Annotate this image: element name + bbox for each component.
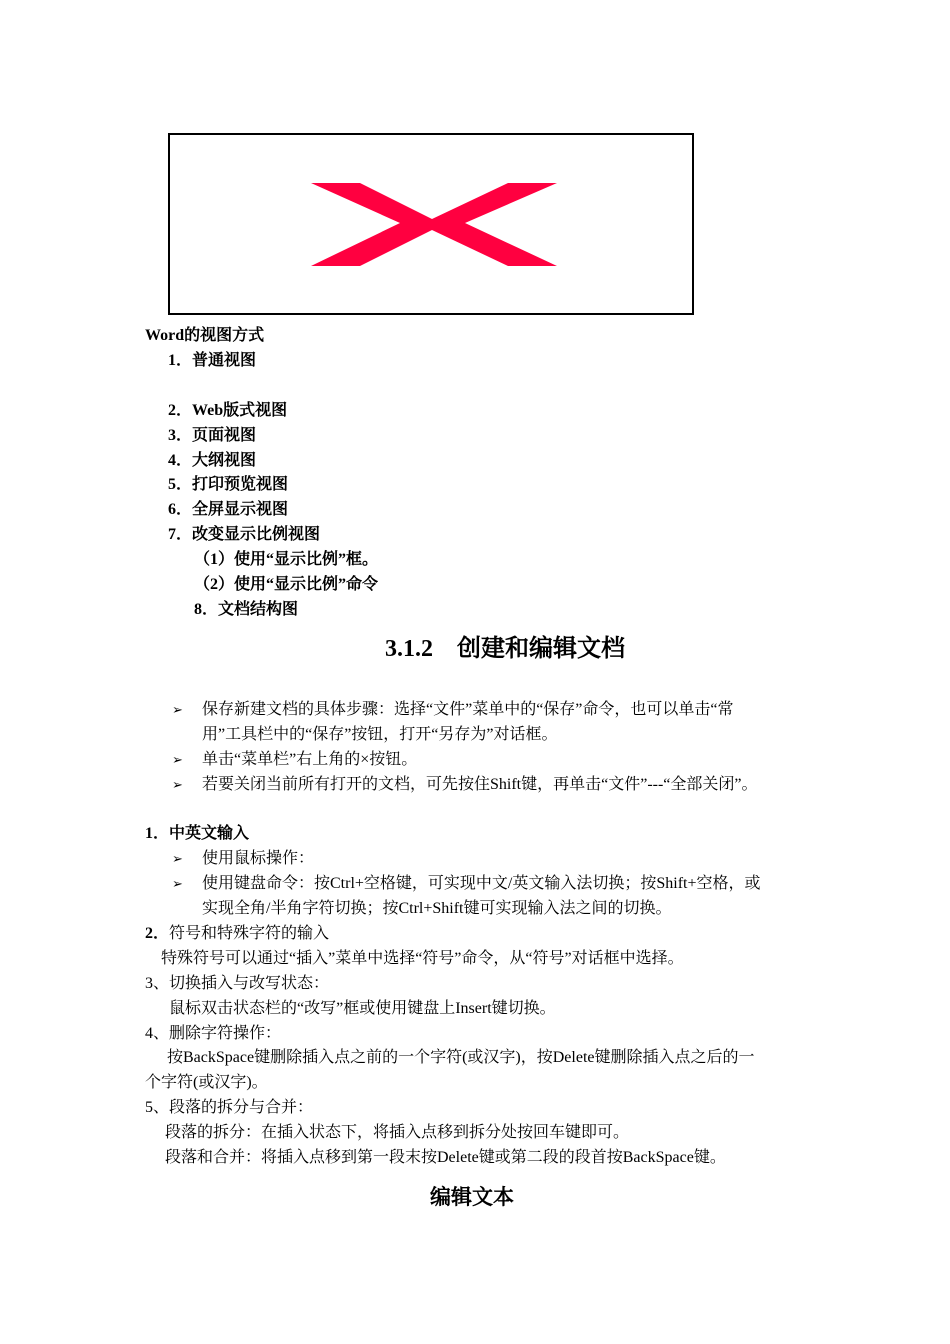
- edit-text-heading: 编辑文本: [430, 1185, 514, 1209]
- view-item-7: 7．改变显示比例视图: [168, 526, 321, 543]
- symbols-section-label: 符号和特殊字符的输入: [169, 925, 330, 942]
- bullet-icon: ➢: [172, 876, 183, 891]
- delete-section-text-cont: 个字符(或汉字)。: [145, 1074, 268, 1091]
- missing-image-placeholder: [168, 133, 694, 315]
- view-item-5: 5．打印预览视图: [168, 476, 289, 493]
- delete-section-text: 按BackSpace键删除插入点之前的一个字符(或汉字)，按Delete键删除插入点之后的一: [167, 1049, 755, 1066]
- insert-section-text: 鼠标双击状态栏的“改写”框或使用键盘上Insert键切换。: [169, 1000, 556, 1017]
- bullet-text-cont: 实现全角/半角字符切换；按Ctrl+Shift键可实现输入法之间的切换。: [202, 900, 672, 917]
- view-item-4: 4．大纲视图: [168, 452, 257, 469]
- insert-section-title: 3、切换插入与改写状态：: [145, 975, 330, 992]
- symbols-section-text: 特殊符号可以通过“插入”菜单中选择“符号”命令，从“符号”对话框中选择。: [161, 950, 684, 967]
- view-subitem-2: （2）使用“显示比例”命令: [194, 576, 379, 593]
- bullet-icon: ➢: [172, 777, 183, 792]
- view-item-6: 6．全屏显示视图: [168, 501, 289, 518]
- paragraph-split-text: 段落的拆分：在插入状态下，将插入点移到拆分处按回车键即可。: [165, 1124, 630, 1141]
- view-item-3: 3．页面视图: [168, 427, 257, 444]
- symbols-section-number: 2．: [145, 925, 170, 942]
- view-subitem-1: （1）使用“显示比例”框。: [194, 551, 379, 568]
- view-section-title: Word的视图方式: [145, 327, 265, 344]
- bullet-text: 若要关闭当前所有打开的文档，可先按住Shift键，再单击“文件”---“全部关闭”。: [202, 776, 758, 793]
- bullet-text: 使用鼠标操作：: [202, 850, 315, 867]
- bullet-text: 单击“菜单栏”右上角的×按钮。: [202, 751, 418, 768]
- view-item-1: 1．普通视图: [168, 352, 257, 369]
- paragraph-merge-text: 段落和合并：将插入点移到第一段末按Delete键或第二段的段首按BackSpace键。: [165, 1149, 726, 1166]
- paragraph-section-title: 5、段落的拆分与合并：: [145, 1099, 314, 1116]
- view-item-2: 2．Web版式视图: [168, 402, 288, 419]
- bullet-icon: ➢: [172, 851, 183, 866]
- delete-section-title: 4、删除字符操作：: [145, 1025, 282, 1042]
- broken-image-icon: [170, 135, 692, 313]
- section-heading: 3.1.2 创建和编辑文档: [385, 636, 625, 662]
- input-section-title: 1．中英文输入: [145, 825, 250, 842]
- bullet-text: 使用键盘命令：按Ctrl+空格键，可实现中文/英文输入法切换；按Shift+空格，或: [202, 875, 761, 892]
- bullet-text: 保存新建文档的具体步骤：选择“文件”菜单中的“保存”命令，也可以单击“常: [202, 701, 734, 718]
- bullet-icon: ➢: [172, 702, 183, 717]
- view-item-8: 8．文档结构图: [194, 601, 299, 618]
- bullet-icon: ➢: [172, 752, 183, 767]
- bullet-text-cont: 用”工具栏中的“保存”按钮，打开“另存为”对话框。: [202, 726, 558, 743]
- symbols-section-title: [145, 922, 329, 946]
